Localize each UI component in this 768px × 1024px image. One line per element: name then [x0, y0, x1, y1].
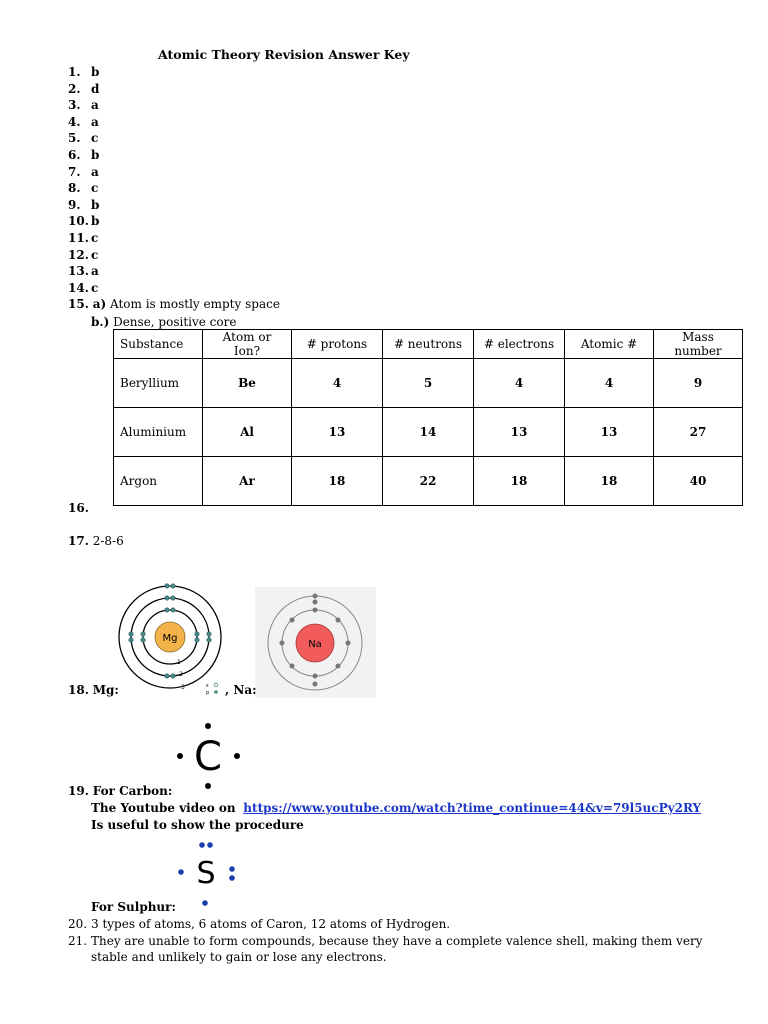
table-cell: 4	[565, 359, 654, 408]
mc-answer-letter: d	[91, 81, 100, 96]
mg-shell-label: 1	[177, 659, 181, 666]
mc-answer-number: 2.	[68, 81, 81, 96]
table-cell: 18	[565, 457, 654, 506]
mc-answer-letter: b	[91, 65, 100, 79]
q19-number: 19.	[68, 784, 89, 798]
q15-number: 15.	[68, 297, 89, 311]
mc-answer-item	[68, 147, 99, 164]
table-cell: 5	[383, 359, 474, 408]
table-cell: Al	[203, 408, 292, 457]
na-bohr-diagram	[255, 587, 376, 698]
legend-s-label: s	[206, 683, 209, 689]
mc-answer-letter: a	[91, 164, 99, 179]
q17-number: 17.	[68, 534, 89, 548]
mc-answer-item	[68, 114, 99, 131]
mc-answer-number: 8.	[68, 181, 81, 196]
table-header-cell: # electrons	[474, 330, 565, 359]
table-cell: Argon	[114, 457, 203, 506]
mc-answer-number: 7.	[68, 164, 81, 179]
q21-number: 21.	[68, 934, 88, 948]
mg-shell-label: 3	[181, 684, 185, 691]
atomic-data-table	[113, 329, 743, 506]
mc-answer-letter: c	[91, 131, 99, 146]
table-header-cell: Mass number	[654, 330, 743, 359]
q19-useful-line	[91, 818, 304, 832]
orbital-legend	[205, 681, 225, 697]
q15-a-text: Atom is mostly empty space	[110, 297, 280, 311]
mc-answer-number: 9.	[68, 197, 81, 212]
q19-useful-text: Is useful to show the procedure	[91, 818, 304, 832]
table-header-cell: Atom or Ion?	[203, 330, 292, 359]
table-row	[114, 457, 743, 506]
mc-answer-number: 12.	[68, 247, 89, 262]
table-cell: 9	[654, 359, 743, 408]
mc-answer-number: 5.	[68, 131, 81, 146]
youtube-video-link[interactable]: https://www.youtube.com/watch?time_continue=44&v=79l5ucPy2RY	[243, 801, 702, 815]
q17-text: 2-8-6	[92, 534, 124, 548]
q15-b	[91, 315, 236, 329]
q18-number: 18.	[68, 683, 89, 697]
q15-b-text: Dense, positive core	[113, 315, 237, 329]
table-cell: 14	[383, 408, 474, 457]
table-header-cell: # neutrons	[383, 330, 474, 359]
table-cell: Beryllium	[114, 359, 203, 408]
q19-sulphur-line	[91, 900, 176, 914]
q19-video-prefix: The Youtube video on	[91, 801, 236, 815]
table-cell: 13	[292, 408, 383, 457]
q16-number: 16.	[68, 501, 89, 515]
mc-answer-number: 6.	[68, 147, 81, 162]
q16	[68, 501, 89, 515]
table-cell: 13	[474, 408, 565, 457]
mc-answer-item	[68, 263, 99, 280]
mc-answer-letter: c	[91, 280, 99, 295]
mc-answer-item	[68, 180, 99, 197]
q18-na-label: , Na:	[225, 683, 257, 697]
page-title: Atomic Theory Revision Answer Key	[158, 47, 410, 62]
mc-answer-item	[68, 230, 99, 247]
mc-answer-letter: b	[91, 197, 100, 212]
na-symbol: Na	[308, 639, 322, 650]
table-header-cell: Substance	[114, 330, 203, 359]
table-cell: 18	[474, 457, 565, 506]
mg-bohr-diagram	[116, 580, 224, 692]
carbon-symbol: C	[194, 734, 222, 780]
mc-answer-number: 1.	[68, 65, 81, 79]
table-header-cell: # protons	[292, 330, 383, 359]
mc-answer-number: 13.	[68, 264, 89, 279]
q19-video-line	[91, 801, 701, 815]
q17	[68, 534, 124, 548]
table-cell: Aluminium	[114, 408, 203, 457]
mc-answer-item	[68, 64, 99, 81]
mc-answer-item	[68, 247, 99, 264]
mc-answer-item	[68, 280, 99, 297]
q20-text: 3 types of atoms, 6 atoms of Caron, 12 atoms of Hydrogen.	[91, 917, 451, 931]
mc-answer-letter: b	[91, 147, 100, 162]
table-cell: 13	[565, 408, 654, 457]
q21	[68, 934, 702, 948]
q18-mg-label: Mg:	[92, 683, 119, 697]
mc-answer-letter: a	[91, 264, 99, 279]
mc-answer-number: 14.	[68, 280, 89, 295]
table-cell: Ar	[203, 457, 292, 506]
q15-a-label: a)	[92, 297, 107, 311]
mc-answer-number: 11.	[68, 230, 89, 245]
q19	[68, 784, 172, 798]
table-cell: 40	[654, 457, 743, 506]
q19-for-carbon: For Carbon:	[92, 784, 173, 798]
mc-answer-list	[68, 64, 99, 296]
table-cell: 27	[654, 408, 743, 457]
mc-answer-number: 4.	[68, 114, 81, 129]
mg-symbol: Mg	[162, 633, 178, 644]
mc-answer-letter: c	[91, 247, 99, 262]
mc-answer-item	[68, 97, 99, 114]
q18	[68, 683, 119, 697]
legend-p-label: p	[206, 690, 210, 696]
table-cell: 4	[292, 359, 383, 408]
table-row	[114, 359, 743, 408]
mc-answer-item	[68, 164, 99, 181]
mc-answer-letter: c	[91, 181, 99, 196]
table-cell: Be	[203, 359, 292, 408]
table-cell: 18	[292, 457, 383, 506]
sulphur-lewis-diagram	[172, 838, 240, 910]
mg-shell-label: 2	[179, 671, 183, 678]
mc-answer-item	[68, 213, 99, 230]
q21-text-line2: stable and unlikely to gain or lose any electrons.	[91, 950, 387, 964]
q15-b-label: b.)	[91, 315, 110, 329]
mc-answer-item	[68, 81, 99, 98]
q20	[68, 917, 450, 931]
mc-answer-number: 10.	[68, 214, 89, 229]
table-header-row	[114, 330, 743, 359]
mc-answer-number: 3.	[68, 98, 81, 113]
q21-line2	[91, 950, 387, 964]
mc-answer-letter: c	[91, 230, 99, 245]
q18-na	[225, 683, 257, 697]
q15-a	[68, 297, 280, 311]
q20-number: 20.	[68, 917, 88, 931]
table-cell: 22	[383, 457, 474, 506]
q21-text-line1: They are unable to form compounds, because they have a complete valence shell, making them very	[91, 934, 703, 948]
mc-answer-letter: a	[91, 98, 99, 113]
table-cell: 4	[474, 359, 565, 408]
mc-answer-item	[68, 130, 99, 147]
table-header-cell: Atomic #	[565, 330, 654, 359]
sulphur-symbol: S	[196, 856, 216, 891]
q19-for-sulphur: For Sulphur:	[91, 900, 176, 914]
mc-answer-item	[68, 197, 99, 214]
table-row	[114, 408, 743, 457]
mc-answer-letter: a	[91, 114, 99, 129]
carbon-lewis-diagram	[170, 718, 246, 792]
mc-answer-letter: b	[91, 214, 100, 229]
